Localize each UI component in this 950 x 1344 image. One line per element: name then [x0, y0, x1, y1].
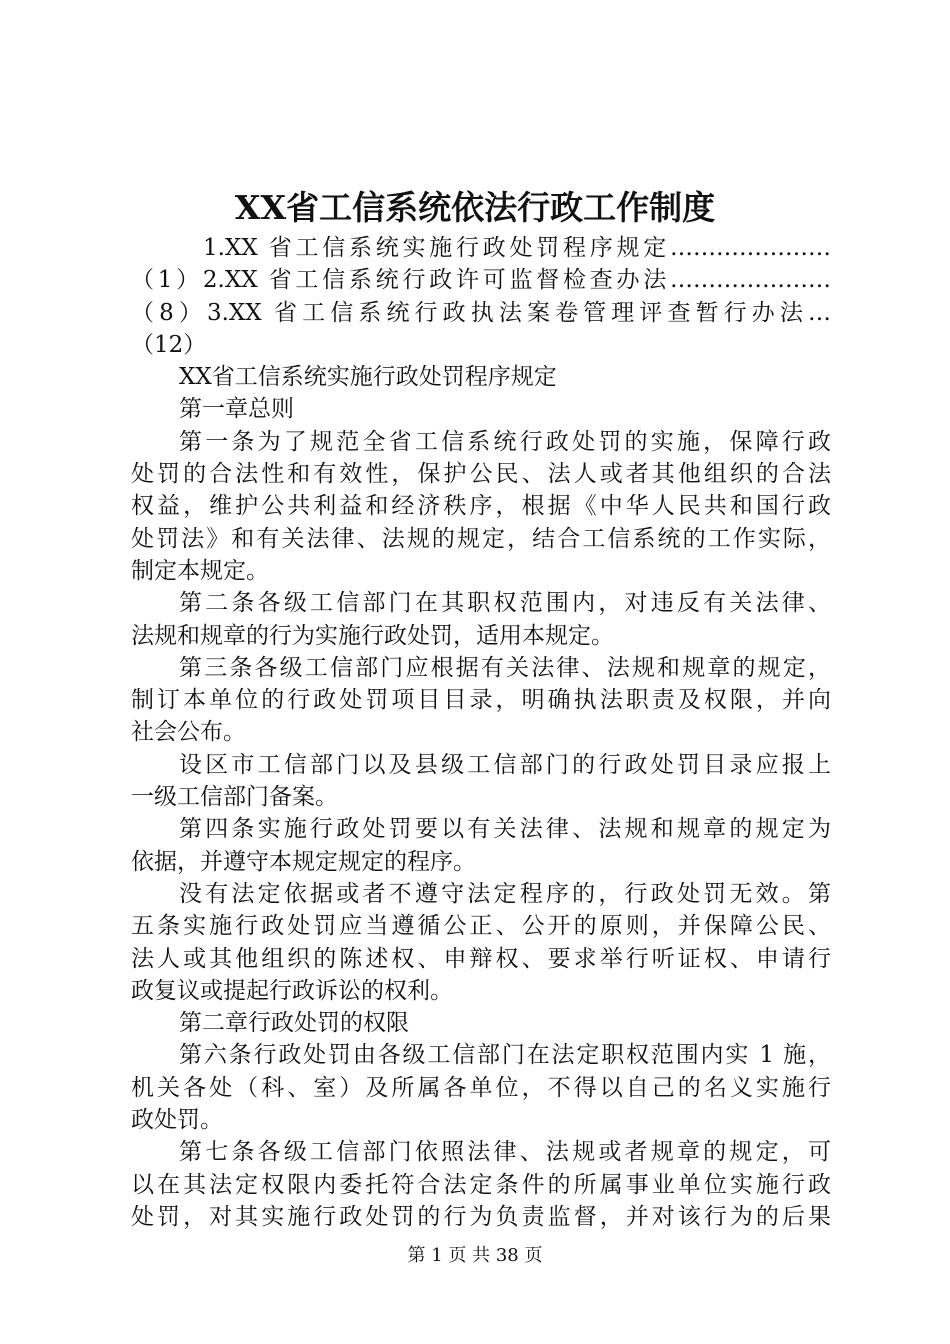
paragraph-line: 没有法定依据或者不遵守法定程序的，行政处罚无效。第 — [179, 880, 831, 907]
paragraph-line: 处罚法》和有关法律、法规的规定，结合工信系统的工作实际， — [131, 525, 831, 552]
chapter-heading: 第二章行政处罚的权限 — [179, 1010, 409, 1037]
paragraph-line: 权益，维护公共利益和经济秩序，根据《中华人民共和国行政 — [131, 493, 831, 520]
paragraph-line: 第六条行政处罚由各级工信部门在法定职权范围内实 1 施， — [179, 1042, 831, 1069]
toc-line: （12） — [131, 331, 207, 358]
paragraph-line: 以在其法定权限内委托符合法定条件的所属事业单位实施行政 — [131, 1171, 831, 1198]
paragraph-line: 第三条各级工信部门应根据有关法律、法规和规章的规定， — [179, 654, 831, 681]
toc-line: （8）3.XX 省工信系统行政执法案卷管理评查暂行办法… — [131, 299, 831, 326]
paragraph-line: 处罚，对其实施行政处罚的行为负责监督，并对该行为的后果 — [131, 1203, 831, 1230]
paragraph-line: 第七条各级工信部门依照法律、法规或者规章的规定，可 — [179, 1139, 831, 1166]
paragraph-line: 第一条为了规范全省工信系统行政处罚的实施，保障行政 — [179, 428, 831, 455]
paragraph-line: 机关各处（科、室）及所属各单位，不得以自己的名义实施行 — [131, 1074, 831, 1101]
paragraph-line: 处罚的合法性和有效性，保护公民、法人或者其他组织的合法 — [131, 461, 831, 488]
paragraph-line: 五条实施行政处罚应当遵循公正、公开的原则，并保障公民、 — [131, 913, 831, 940]
paragraph-line: 设区市工信部门以及县级工信部门的行政处罚目录应报上 — [179, 751, 831, 778]
paragraph-line: 第二条各级工信部门在其职权范围内，对违反有关法律、 — [179, 590, 831, 617]
paragraph-line: 依据，并遵守本规定规定的程序。 — [131, 848, 476, 875]
paragraph-line: 政处罚。 — [131, 1107, 223, 1134]
paragraph-line: 一级工信部门备案。 — [131, 784, 338, 811]
paragraph-line: 政复议或提起行政诉讼的权利。 — [131, 977, 453, 1004]
paragraph-line: 社会公布。 — [131, 719, 246, 746]
document-title: XX省工信系统依法行政工作制度 — [234, 188, 716, 227]
toc-line: （1）2.XX 省工信系统行政许可监督检查办法………………… — [131, 267, 831, 294]
paragraph-line: 制订本单位的行政处罚项目目录，明确执法职责及权限，并向 — [131, 687, 831, 714]
paragraph-line: 法人或其他组织的陈述权、申辩权、要求举行听证权、申请行 — [131, 945, 831, 972]
chapter-heading: 第一章总则 — [179, 396, 294, 423]
paragraph-line: 制定本规定。 — [131, 557, 269, 584]
page-number: 第 1 页 共 38 页 — [407, 1245, 543, 1266]
document-body — [131, 232, 831, 1233]
section-heading: XX省工信系统实施行政处罚程序规定 — [179, 364, 557, 391]
paragraph-line: 法规和规章的行为实施行政处罚，适用本规定。 — [131, 622, 614, 649]
toc-line: 1.XX 省工信系统实施行政处罚程序规定………………… — [203, 235, 831, 261]
paragraph-line: 第四条实施行政处罚要以有关法律、法规和规章的规定为 — [179, 816, 831, 843]
